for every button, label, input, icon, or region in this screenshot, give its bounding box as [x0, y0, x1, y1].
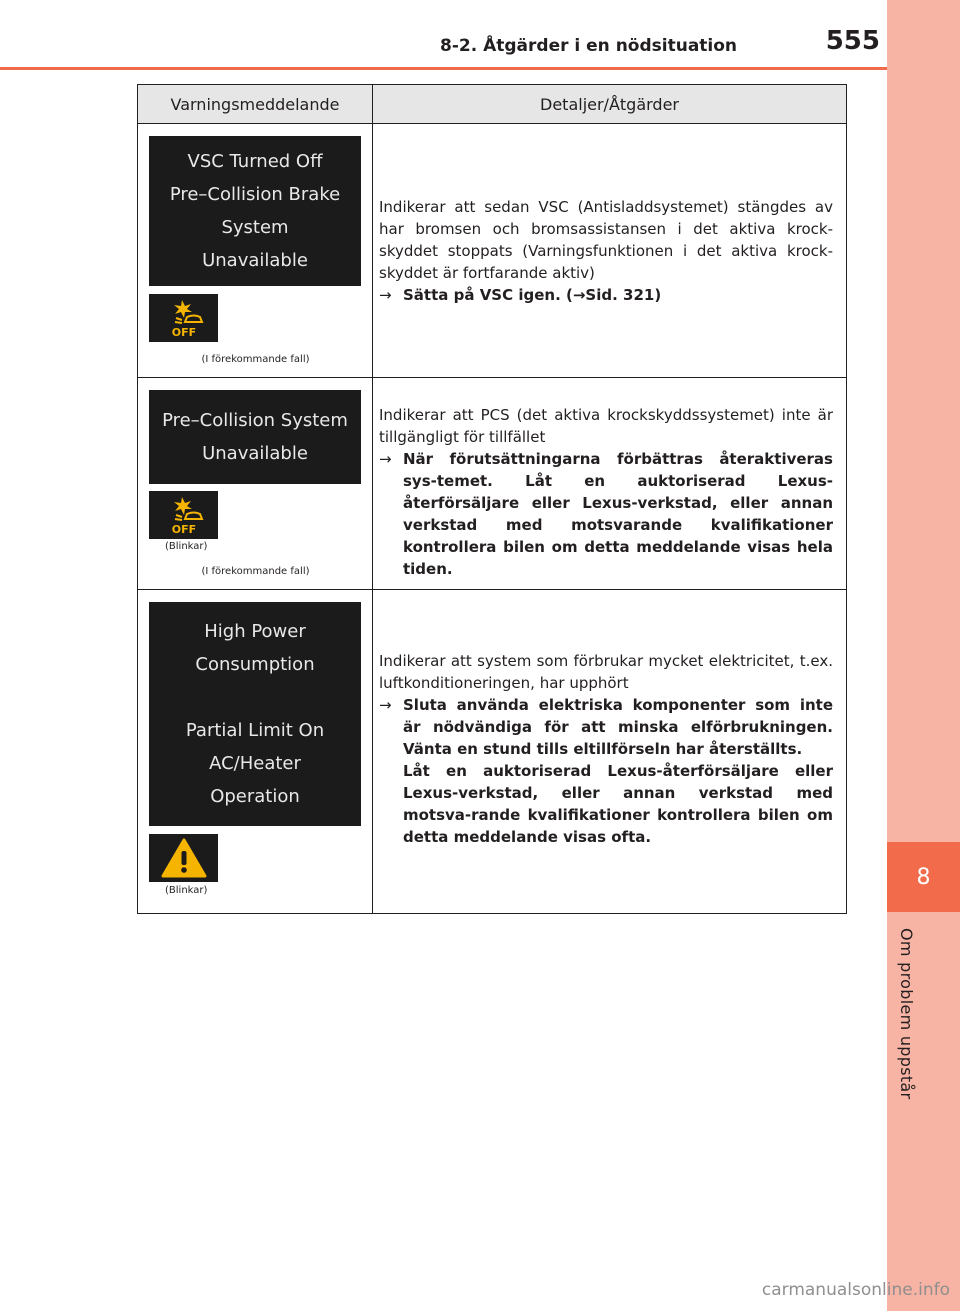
display-screen — [149, 390, 361, 484]
pcs-off-icon — [149, 491, 218, 539]
description: Indikerar att PCS (det aktiva krockskyddssystemet) inte är tillgängligt för tillfället — [379, 406, 833, 446]
display-line: System — [221, 217, 289, 238]
section-title: 8-2. Åtgärder i en nödsituation — [440, 36, 738, 56]
warning-image-cell — [138, 378, 373, 590]
detail-cell — [373, 590, 847, 914]
action-main: När förutsättningarna förbättras återaktiveras sys-temet. Låt en auktoriserad Lexus-återförsäljare eller Lexus-verkstad, eller annan verkstad med motsvarande kvalifikationer kontrollera bilen om detta meddelande visas hela tiden. — [403, 450, 833, 578]
icon-label: OFF — [171, 523, 196, 536]
detail-cell — [373, 124, 847, 378]
chapter-tab — [887, 842, 960, 912]
display-line: Unavailable — [202, 443, 308, 464]
display-line: Partial Limit On — [185, 720, 325, 741]
display-screen — [149, 602, 361, 826]
description: Indikerar att system som förbrukar mycket elektricitet, t.ex. luftkonditioneringen, har upphört — [379, 652, 833, 692]
chapter-title: Om problem uppstår — [897, 928, 916, 1100]
footnote: (I förekommande fall) — [201, 354, 310, 365]
column-header-details: Detaljer/Åtgärder — [373, 85, 847, 124]
page-number: 555 — [825, 26, 880, 56]
warning-triangle-icon — [149, 834, 218, 882]
icon-note: (Blinkar) — [165, 541, 208, 552]
action-text — [379, 284, 833, 306]
table-row — [138, 590, 847, 914]
description: Indikerar att sedan VSC (Antisladdsystemet) stängdes av har bromsen och bromsassistansen i det aktiva krock-skyddet stoppats (Varningsfunktionen i det aktiva krock-skyddet är fortfarande aktiv) — [379, 197, 833, 282]
arrow-icon: → — [379, 450, 392, 468]
table-row — [138, 378, 847, 590]
watermark: carmanualsonline.info — [761, 1280, 950, 1300]
display-line: High Power — [204, 621, 306, 642]
display-line: AC/Heater — [209, 753, 301, 774]
display-line: VSC Turned Off — [187, 151, 323, 172]
display-line: Unavailable — [202, 250, 308, 271]
display-line: Consumption — [195, 654, 315, 675]
warning-image-cell — [138, 590, 373, 914]
icon-note: (Blinkar) — [165, 885, 208, 896]
action-main: Sätta på VSC igen. (→Sid. 321) — [403, 285, 662, 304]
arrow-icon: → — [379, 696, 392, 714]
icon-label: OFF — [171, 326, 196, 339]
detail-cell — [373, 378, 847, 590]
warning-image-cell — [138, 124, 373, 378]
side-tab — [887, 0, 960, 1311]
header-rule — [0, 67, 887, 70]
pcs-off-icon — [149, 294, 218, 342]
action-main: Sluta använda elektriska komponenter som inte är nödvändiga för att minska elförbrukningen. Vänta en stund tills eltillförseln har återställts. — [403, 696, 833, 758]
footnote: (I förekommande fall) — [201, 566, 310, 577]
display-line: Operation — [210, 786, 300, 807]
column-header-message: Varningsmeddelande — [138, 85, 373, 124]
chapter-number: 8 — [916, 864, 931, 890]
action-text — [379, 694, 833, 848]
action-extra: Låt en auktoriserad Lexus-återförsäljare eller Lexus-verkstad, eller annan verkstad med motsva-rande kvalifikationer kontrollera bilen om detta meddelande visas ofta. — [403, 762, 833, 846]
display-line: Pre–Collision Brake — [169, 184, 341, 205]
table-row — [138, 124, 847, 378]
display-screen — [149, 136, 361, 286]
display-line: Pre–Collision System — [162, 410, 348, 431]
action-text — [379, 448, 833, 580]
warning-table — [137, 84, 847, 914]
table-header-row — [138, 85, 847, 124]
arrow-icon: → — [379, 285, 392, 304]
